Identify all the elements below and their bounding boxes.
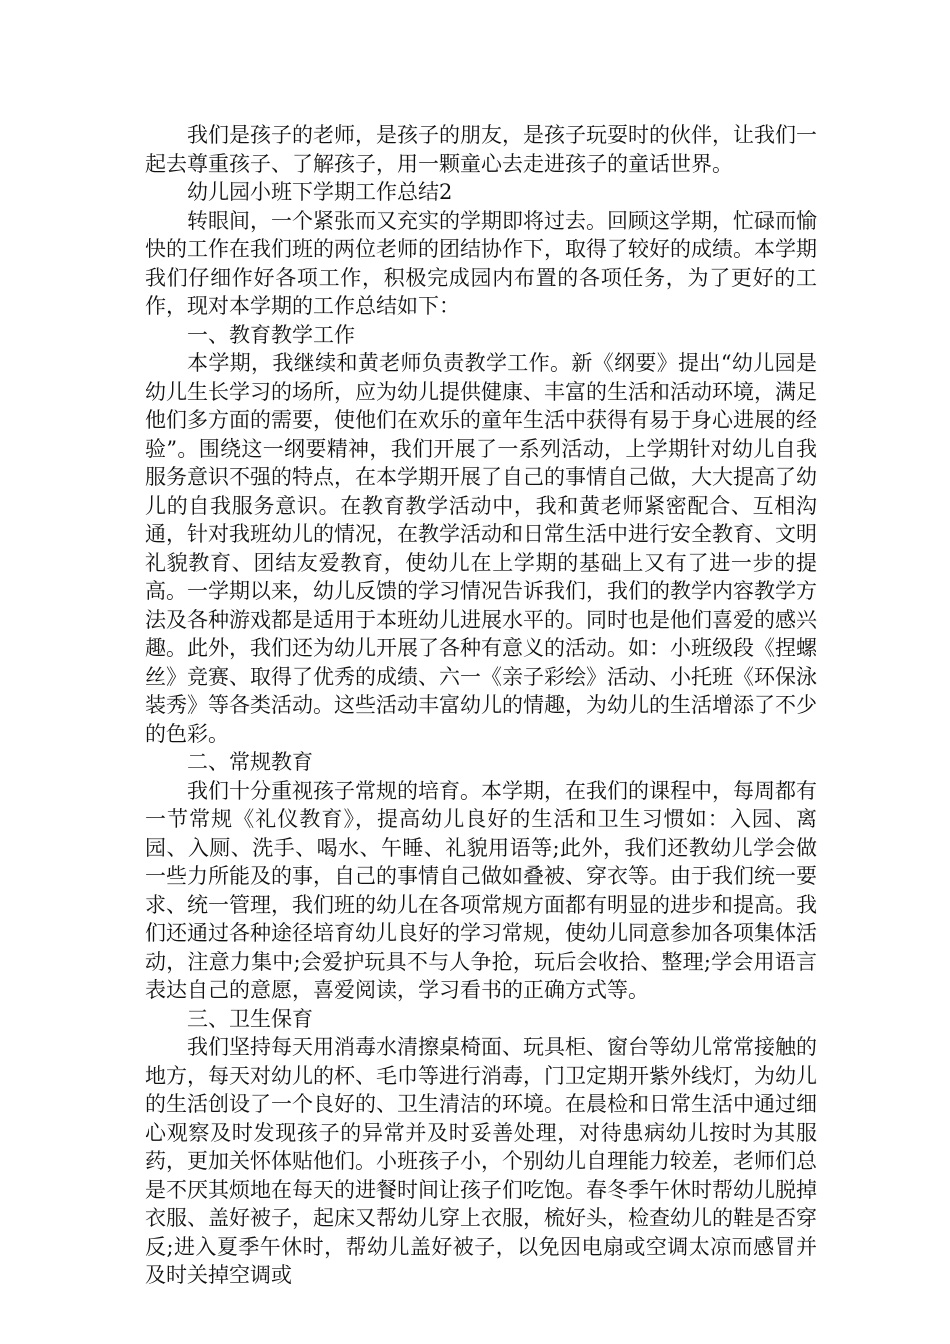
section-title: 幼儿园小班下学期工作总结2	[187, 180, 453, 204]
document-body	[145, 121, 817, 1290]
paragraph-routine: 我们十分重视孩子常规的培育。本学期，在我们的课程中，每周都有一节常规《礼仪教育》，提高幼儿良好的生活和卫生习惯如：入园、离园、入厕、洗手、喝水、午睡、礼貌用语等;此外，我们还教幼儿学会做一些力所能及的事，自己的事情自己做如叠被、穿衣等。由于我们统一要求、统一管理，我们班的幼儿在各项常规方面都有明显的进步和提高。我们还通过各种途径培育幼儿良好的学习常规，使幼儿同意参加各项集体活动，注意力集中;会爱护玩具不与人争抢，玩后会收拾、整理;学会用语言表达自己的意愿，喜爱阅读，学习看书的正确方式等。	[145, 778, 817, 1002]
heading-teaching: 一、教育教学工作	[187, 322, 355, 347]
heading-hygiene: 三、卫生保育	[187, 1006, 313, 1031]
paragraph-intro: 我们是孩子的老师，是孩子的朋友，是孩子玩耍时的伙伴，让我们一起去尊重孩子、了解孩子，用一颗童心去走进孩子的童话世界。	[145, 123, 817, 176]
paragraph-overview: 转眼间，一个紧张而又充实的学期即将过去。回顾这学期，忙碌而愉快的工作在我们班的两位老师的团结协作下，取得了较好的成绩。本学期我们仔细作好各项工作，积极完成园内布置的各项任务，为了更好的工作，现对本学期的工作总结如下：	[145, 208, 817, 318]
paragraph-hygiene: 我们坚持每天用消毒水清擦桌椅面、玩具柜、窗台等幼儿常常接触的地方，每天对幼儿的杯、毛巾等进行消毒，门卫定期开紫外线灯，为幼儿的生活创设了一个良好的、卫生清洁的环境。在晨检和日常生活中通过细心观察及时发现孩子的异常并及时妥善处理，对待患病幼儿按时为其服药，更加关怀体贴他们。小班孩子小，个别幼儿自理能力较差，老师们总是不厌其烦地在每天的进餐时间让孩子们吃饱。春冬季午休时帮幼儿脱掉衣服、盖好被子，起床又帮幼儿穿上衣服，梳好头，检查幼儿的鞋是否穿反;进入夏季午休时，帮幼儿盖好被子，以免因电扇或空调太凉而感冒并及时关掉空调或	[145, 1035, 817, 1287]
paragraph-teaching: 本学期，我继续和黄老师负责教学工作。新《纲要》提出“幼儿园是幼儿生长学习的场所，应为幼儿提供健康、丰富的生活和活动环境，满足他们多方面的需要，使他们在欢乐的童年生活中获得有易于身心进展的经验”。围绕这一纲要精神，我们开展了一系列活动，上学期针对幼儿自我服务意识不强的特点，在本学期开展了自己的事情自己做，大大提高了幼儿的自我服务意识。在教育教学活动中，我和黄老师紧密配合、互相沟通，针对我班幼儿的情况，在教学活动和日常生活中进行安全教育、文明礼貌教育、团结友爱教育，使幼儿在上学期的基础上又有了进一步的提高。一学期以来，幼儿反馈的学习情况告诉我们，我们的教学内容教学方法及各种游戏都是适用于本班幼儿进展水平的。同时也是他们喜爱的感兴趣。此外，我们还为幼儿开展了各种有意义的活动。如：小班级段《捏螺丝》竞赛、取得了优秀的成绩、六一《亲子彩绘》活动、小托班《环保泳装秀》等各类活动。这些活动丰富幼儿的情趣，为幼儿的生活增添了不少的色彩。	[145, 351, 817, 746]
heading-routine: 二、常规教育	[187, 750, 313, 774]
